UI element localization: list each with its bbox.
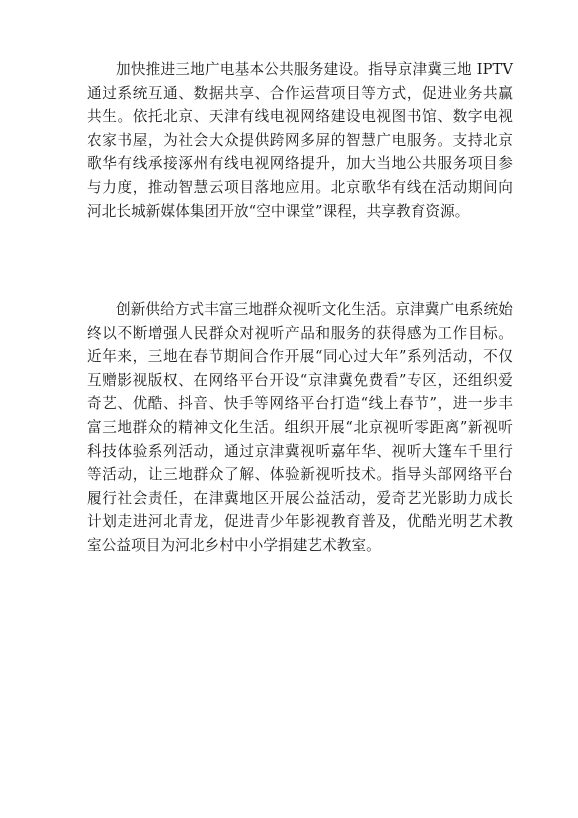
- paragraph-cultural-life: 创新供给方式丰富三地群众视听文化生活。京津冀广电系统始终以不断增强人民群众对视听产品和服务的获得感为工作目标。近年来，三地在春节期间合作开展“同心过大年”系列活动，不仅互赠影视版权、在网络平台开设“京津冀免费看”专区，还组织爱奇艺、优酷、抖音、快手等网络平台打造“线上春节”，进一步丰富三地群众的精神文化生活。组织开展“北京视听零距离”新视听科技体验系列活动，通过京津冀视听嘉年华、视听大篷车千里行等活动，让三地群众了解、体验新视听技术。指导头部网络平台履行社会责任，在津冀地区开展公益活动，爱奇艺光影助力成长计划走进河北青龙，促进青少年影视教育普及，优酷光明艺术教室公益项目为河北乡村中小学捐建艺术教室。: [87, 301, 513, 554]
- paragraph-public-services: 加快推进三地广电基本公共服务建设。指导京津冀三地 IPTV 通过系统互通、数据共享、合作运营项目等方式，促进业务共赢共生。依托北京、天津有线电视网络建设电视图书馆、数字电视农家书屋，为社会大众提供跨网多屏的智慧广电服务。支持北京歌华有线承接涿州有线电视网络提升，加大当地公共服务项目参与力度，推动智慧云项目落地应用。北京歌华有线在活动期间向河北长城新媒体集团开放“空中课堂”课程，共享教育资源。: [87, 61, 513, 220]
